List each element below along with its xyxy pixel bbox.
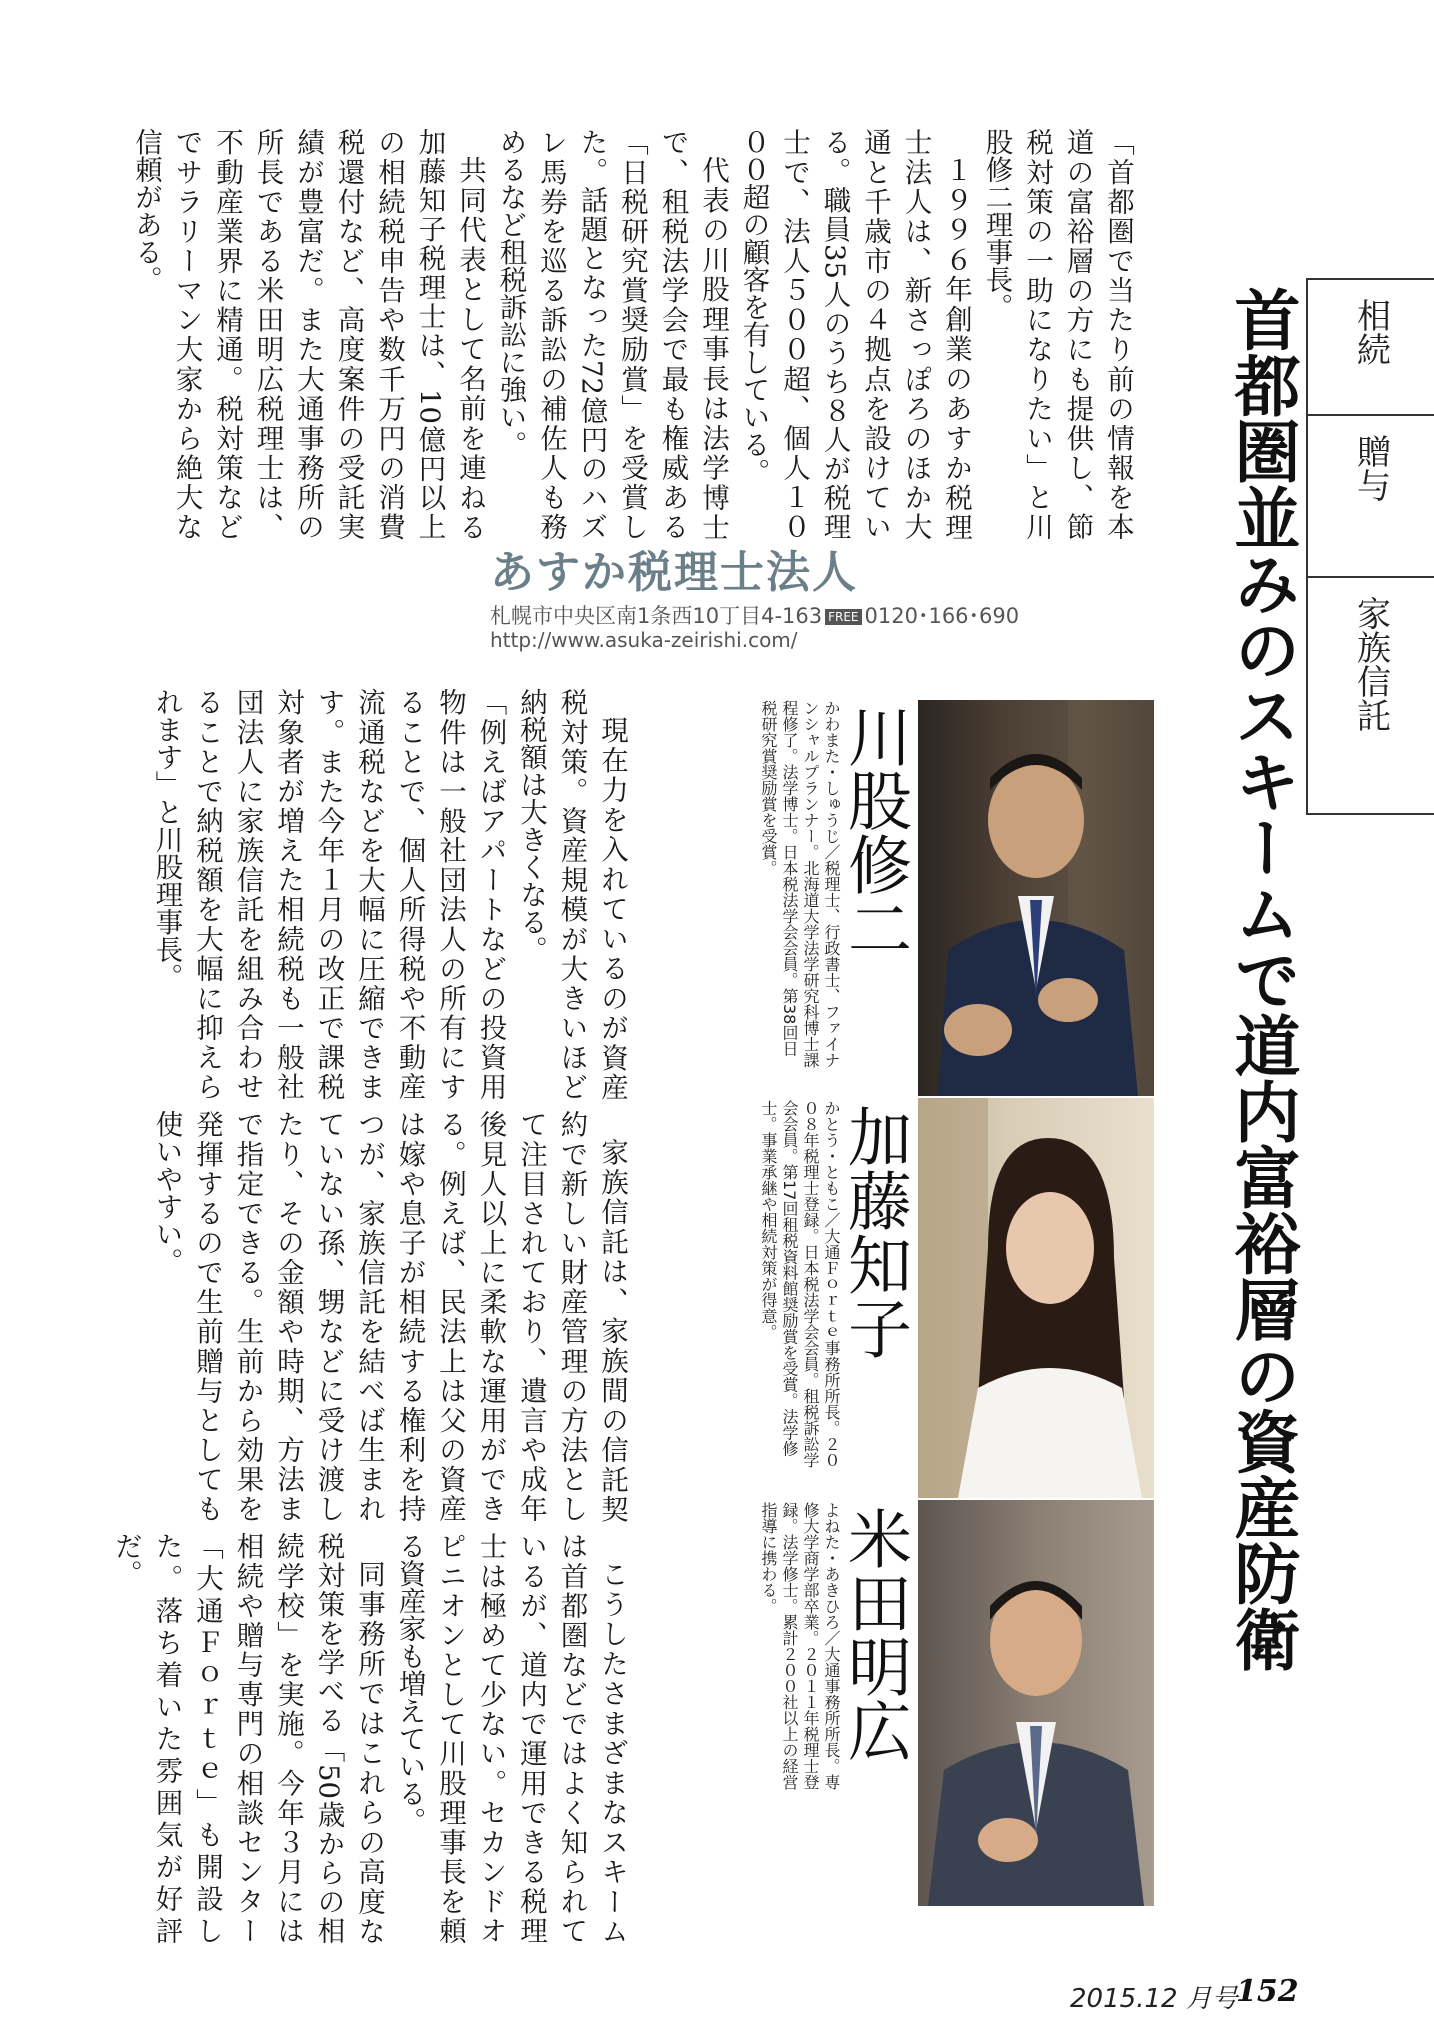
page-number: 152	[1236, 1974, 1299, 2009]
bottom-column-1: 現在力を入れているのが資産税対策。資産規模が大きいほど納税額は大きくなる。 「例えばアパートなどの投資用物件は一般社団法人の所有にすることで、個人所得税や不動産流通税などを大幅に圧縮できます。また今年１月の改正で課税対象者が増えた相続税も一般社団法人に家族信託を組み合わせることで納税額を大幅に抑えられます」と川股理事長。	[150, 688, 628, 1100]
freedial-icon: FREE	[825, 609, 861, 625]
person-bio-kawamata: かわまた・しゅうじ／税理士、行政書士、ファイナンシャルプランナー。北海道大学法学研究科博士課程修了。法学博士。日本税法学会会員。第38回日税研究賞奨励賞を受賞。	[759, 700, 841, 1068]
category-tabs	[1306, 278, 1434, 815]
tab-souzoku: 相続	[1350, 298, 1391, 366]
portrait-woman-image	[918, 1098, 1154, 1498]
person-bio-kato: かとう・ともこ／大通Ｆｏｒｔｅ事務所所長。２００８年税理士登録。日本税法学会会員。租税訴訟学会会員。第17回租税資料館奨励賞を受賞。法学修士。事業承継や相続対策が得意。	[759, 1100, 841, 1468]
tab-kazoku-shintaku: 家族信託	[1308, 576, 1434, 813]
photo-kato	[918, 1098, 1154, 1498]
photo-yoneta	[918, 1500, 1154, 1906]
firm-name: あすか税理士法人	[490, 547, 858, 598]
top-article-text: 「首都圏で当たり前の情報を本道の富裕層の方にも提供し、節税対策の一助になりたい」と川股修二理事長。 １９９６年創業のあすか税理士法人は、新さっぽろのほか大通と千歳市の４拠点を設けている。職員35人のうち８人が税理士で、法人５００超、個人１０００超の顧客を有している。 代表の川股理事長は法学博士で、租税法学会で最も権威ある「日税研究賞奨励賞」を受賞した。話題となった72億円のハズレ馬券を巡る訴訟の補佐人も務めるなど租税訴訟に強い。 共同代表として名前を連ねる加藤知子税理士は、10億円以上の相続税申告や数千万円の消費税還付など、高度案件の受託実績が豊富だ。また大通事務所の所長である米田明広税理士は、不動産業界に精通。税対策などでサラリーマン大家から絶大な信頼がある。	[130, 128, 1134, 540]
person-name-yoneta: 米田明広	[837, 1506, 911, 1762]
firm-url[interactable]: http://www.asuka-zeirishi.com/	[490, 628, 798, 652]
person-bio-yoneta: よねた・あきひろ／大通事務所所長。専修大学商学部卒業。２０１１年税理士登録。法学修士。累計２００社以上の経営指導に携わる。	[759, 1502, 841, 1790]
tab-zouyo: 贈与	[1308, 414, 1434, 576]
firm-address: 札幌市中央区南1条西10丁目4-163 FREE 0120･166･690	[490, 604, 1020, 628]
issue-date: 2015.12 月号	[1070, 1984, 1238, 2014]
person-name-kato: 加藤知子	[837, 1104, 911, 1360]
photo-kawamata	[918, 700, 1154, 1096]
headline: 首都圏並みのスキームで道内富裕層の資産防衛	[1223, 286, 1300, 1672]
person-name-kawamata: 川股修二	[837, 704, 911, 960]
bottom-column-3: こうしたさまざまなスキームは首都圏などではよく知られているが、道内で運用できる税理士は極めて少ない。セカンドオピニオンとして川股理事長を頼る資産家も増えている。 同事務所ではこれらの高度な税対策を学べる「50歳からの相続学校」を実施。今年３月には相続や贈与専門の相談センター「大通Ｆｏｒｔｅ」も開設した。落ち着いた雰囲気が好評だ。	[110, 1532, 628, 1944]
portrait-man-suit-image	[918, 700, 1154, 1096]
portrait-young-man-image	[918, 1500, 1154, 1906]
bottom-column-2: 家族信託は、家族間の信託契約で新しい財産管理の方法として注目されており、遺言や成年後見人以上に柔軟な運用ができる。例えば、民法上は父の資産は嫁や息子が相続する権利を持つが、家族信託を結べば生まれていない孫、甥などに受け渡したり、その金額や時期、方法まで指定できる。生前から効果を発揮するので生前贈与としても使いやすい。	[150, 1110, 628, 1522]
